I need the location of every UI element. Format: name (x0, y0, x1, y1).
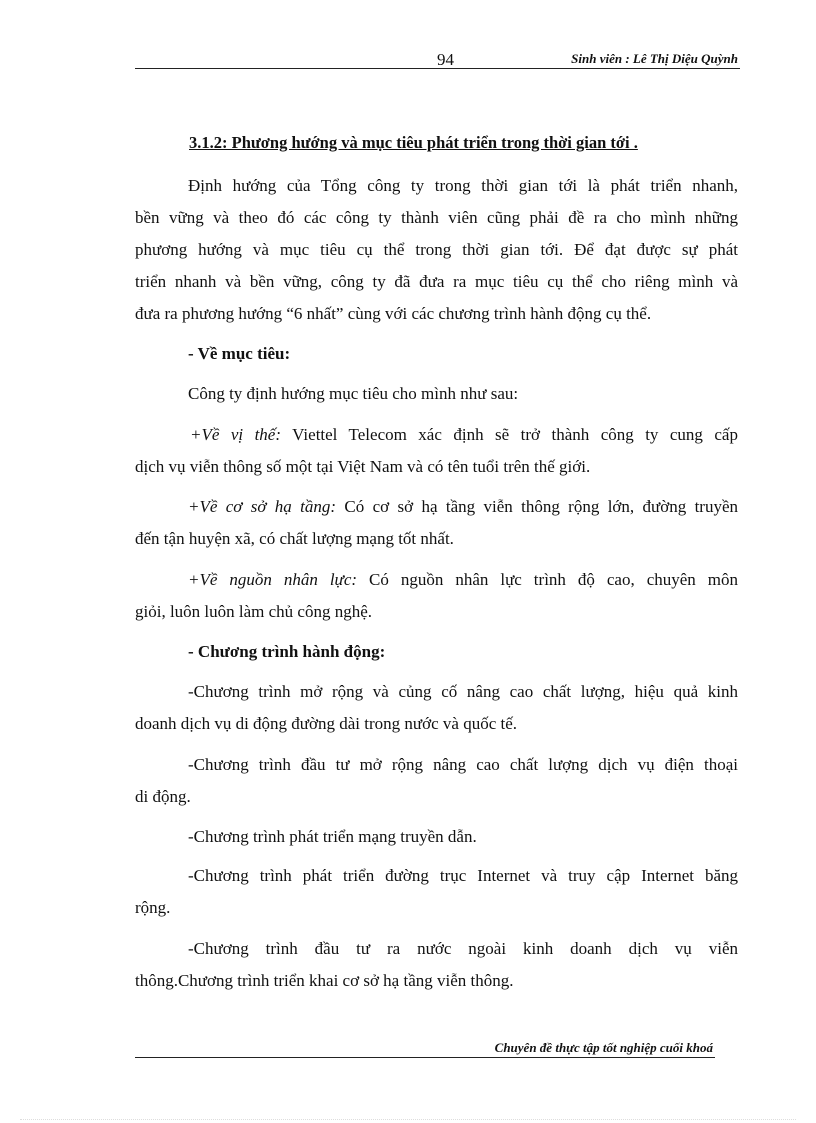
position-label: +Về vị thế: (190, 425, 282, 444)
program-2-line-1: -Chương trình đầu tư mở rộng nâng cao chất lượng dịch vụ điện thoại (188, 755, 738, 774)
page-footer (135, 1040, 715, 1058)
hr-line-1 (188, 570, 738, 590)
program-1-line-1: -Chương trình mở rộng và củng cố nâng cao chất lượng, hiệu quả kinh (188, 682, 738, 701)
infra-label: +Về cơ sở hạ tầng: (188, 497, 337, 516)
goals-heading: - Về mục tiêu: (188, 344, 291, 363)
program-2-line-2: di động. (135, 787, 191, 806)
position-line-2: dịch vụ viễn thông số một tại Việt Nam và có tên tuổi trên thế giới. (135, 457, 591, 476)
program-4-line-1: -Chương trình phát triển đường trục Internet và truy cập Internet băng (188, 866, 738, 885)
intro-line-5: đưa ra phương hướng “6 nhất” cùng với các chương trình hành động cụ thể. (135, 304, 652, 323)
goals-lead: Công ty định hướng mục tiêu cho mình như sau: (188, 384, 519, 403)
programs-heading: - Chương trình hành động: (188, 642, 386, 661)
intro-line-4: triển nhanh và bền vững, công ty đã đưa ra mục tiêu cụ thể cho riêng mình và (135, 272, 738, 291)
section-title: 3.1.2: Phương hướng và mục tiêu phát triển trong thời gian tới . (189, 133, 638, 152)
position-line-1 (190, 425, 738, 445)
page-header (135, 46, 740, 69)
footer-text: Chuyên đề thực tập tốt nghiệp cuối khoá (494, 1040, 713, 1055)
hr-text: Có nguồn nhân lực trình độ cao, chuyên môn (357, 570, 738, 589)
program-3-line-1: -Chương trình phát triển mạng truyền dẫn. (188, 827, 477, 846)
hr-label: +Về nguồn nhân lực: (188, 570, 358, 589)
bottom-dotted-rule (20, 1119, 796, 1120)
program-5-line-2: thông.Chương trình triển khai cơ sở hạ tầng viễn thông. (135, 971, 514, 990)
intro-line-2: bền vững và theo đó các công ty thành viên cũng phải đề ra cho mình những (135, 208, 738, 227)
intro-line-1: Định hướng của Tổng công ty trong thời gian tới là phát triển nhanh, (188, 176, 738, 195)
program-4-line-2: rộng. (135, 898, 171, 917)
page-number: 94 (437, 50, 454, 69)
student-name: Sinh viên : Lê Thị Diệu Quỳnh (571, 51, 738, 66)
position-text: Viettel Telecom xác định sẽ trở thành công ty cung cấp (281, 425, 738, 444)
program-1-line-2: doanh dịch vụ di động đường dài trong nước và quốc tế. (135, 714, 518, 733)
infra-line-1 (188, 497, 738, 517)
intro-line-3: phương hướng và mục tiêu cụ thể trong thời gian tới. Để đạt được sự phát (135, 240, 738, 259)
infra-text: Có cơ sở hạ tầng viễn thông rộng lớn, đường truyền (336, 497, 739, 516)
hr-line-2: giỏi, luôn luôn làm chủ công nghệ. (135, 602, 373, 621)
program-5-line-1: -Chương trình đầu tư ra nước ngoài kinh doanh dịch vụ viễn (188, 939, 738, 958)
infra-line-2: đến tận huyện xã, có chất lượng mạng tốt nhất. (135, 529, 454, 548)
